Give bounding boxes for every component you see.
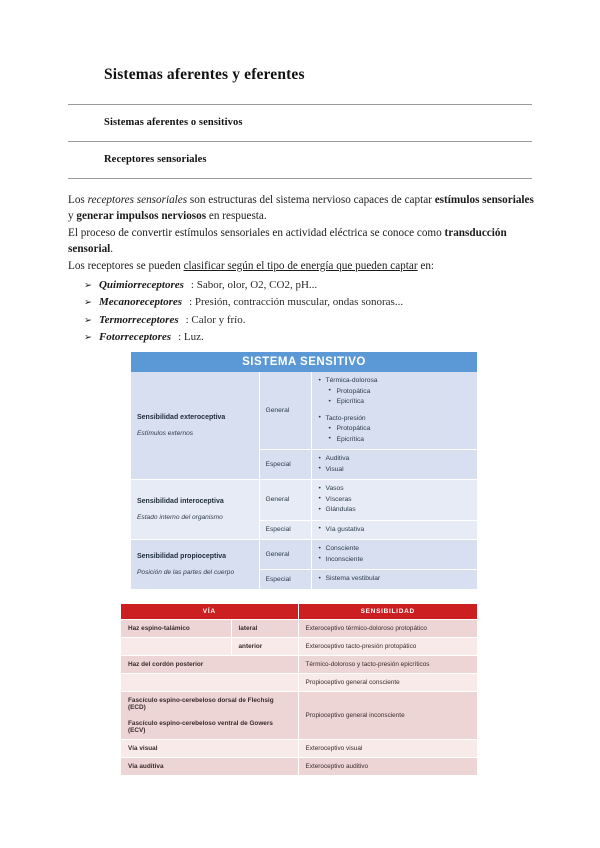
table-row (121, 620, 477, 638)
table-row (121, 638, 477, 656)
p3-text-c: en: (417, 260, 435, 272)
divider-rule-1 (68, 104, 532, 105)
sensitivity-type-cell: General (259, 480, 311, 521)
table-row (121, 758, 477, 776)
receptor-description: : Sabor, olor, O2, CO2, pH... (190, 279, 318, 291)
table-row (121, 656, 477, 674)
list-item (84, 294, 534, 311)
via-label: Vía visual (128, 745, 158, 752)
vias-sensibilidad-table (121, 604, 477, 776)
sensibilidad-cell: Térmico-doloroso y tacto-presión epicríticos (298, 656, 477, 674)
p2-text-c: . (110, 243, 114, 256)
p1-emph: receptores sensoriales (87, 194, 188, 206)
sensitivity-type-cell: General (259, 540, 311, 570)
sensibilidad-cell: Exteroceptivo visual (298, 740, 477, 758)
via-cell (121, 692, 298, 740)
via-label: Fascículo espino-cerebeloso dorsal de Flechsig (ECD) (128, 697, 274, 711)
p1-text-e: y (68, 210, 77, 223)
sensitivity-item: • Térmica-dolorosa (318, 376, 472, 387)
sensitivity-category-cell (131, 480, 259, 540)
sensitivity-category-title: Sensibilidad interoceptiva (137, 498, 224, 505)
sensitivity-item: • Auditiva (318, 454, 472, 465)
via-label: Haz espino-talámico (128, 625, 190, 632)
via-label-secondary: Fascículo espino-cerebeloso ventral de Gowers (ECV) (128, 720, 273, 734)
p3-text-a: Los receptores se pueden (68, 260, 184, 272)
sensibilidad-cell: Propioceptivo general inconsciente (298, 692, 477, 740)
sensitivity-item-list (318, 376, 472, 445)
sensitivity-category-subtitle: Estímulos externos (137, 430, 194, 437)
divider-rule-2 (68, 141, 532, 142)
sensitivity-category-title: Sensibilidad propioceptiva (137, 552, 227, 560)
sensitivity-item: • Protopática (318, 387, 472, 398)
sensitivity-type-cell: Especial (259, 570, 311, 590)
paragraph-1 (68, 192, 534, 225)
sensitivity-item-list (318, 454, 472, 475)
red-header-sensibilidad: SENSIBILIDAD (298, 604, 477, 620)
paragraph-3 (68, 258, 534, 274)
sensitivity-item: • Vasos (318, 484, 472, 495)
section-heading-2: Receptores sensoriales (104, 154, 207, 165)
table-row (121, 674, 477, 692)
sensitivity-item: • Inconsciente (318, 555, 472, 566)
sensitivity-item: • Vía gustativa (318, 525, 472, 536)
p2-strong: transducción sensorial (68, 227, 507, 256)
sensitivity-item-list (318, 544, 472, 565)
via-cell (121, 740, 298, 758)
blue-table-title: SISTEMA SENSITIVO (131, 352, 477, 372)
sensitivity-details-cell (311, 520, 477, 540)
sensitivity-item: • Epicrítica (318, 435, 472, 446)
red-table-header-row (121, 604, 477, 620)
sensitivity-details-cell (311, 480, 477, 521)
paragraph-2 (68, 225, 534, 258)
via-label: Haz del cordón posterior (128, 661, 204, 668)
via-label: Vía auditiva (128, 763, 164, 770)
sensitivity-category-cell (131, 372, 259, 480)
sensitivity-item-list (318, 574, 472, 585)
via-cell (121, 638, 231, 656)
divider-rule-3 (68, 178, 532, 179)
sensibilidad-cell: Exteroceptivo térmico-doloroso protopático (298, 620, 477, 638)
arrow-bullet-icon: ➢ (84, 298, 92, 309)
sensitivity-type-cell: General (259, 372, 311, 450)
sensitivity-item: • Glándulas (318, 505, 472, 516)
arrow-bullet-icon: ➢ (84, 332, 92, 343)
table-row (131, 540, 477, 570)
receptor-list (84, 277, 534, 346)
sistema-sensitivo-table (131, 352, 477, 590)
sensitivity-item: • Sistema vestibular (318, 574, 472, 585)
sensitivity-item: • Epicrítica (318, 397, 472, 408)
sensibilidad-cell: Exteroceptivo auditivo (298, 758, 477, 776)
list-item (84, 329, 534, 346)
table-row (121, 740, 477, 758)
table-row (131, 480, 477, 521)
via-cell (121, 674, 298, 692)
sensitivity-category-cell (131, 540, 259, 590)
receptor-term: Mecanoreceptores (98, 296, 183, 309)
sensitivity-category-title: Sensibilidad exteroceptiva (137, 414, 226, 421)
sensitivity-category-subtitle: Posición de las partes del cuerpo (137, 568, 235, 576)
sensitivity-item: • Vísceras (318, 495, 472, 506)
sensitivity-item-list (318, 484, 472, 516)
list-item (84, 312, 534, 329)
p1-text-a: Los (68, 194, 88, 206)
receptor-term: Quimiorreceptores (98, 279, 184, 291)
via-cell (121, 656, 298, 674)
sensitivity-item: • Visual (318, 465, 472, 476)
sensitivity-details-cell (311, 450, 477, 480)
receptor-description: : Luz. (178, 330, 204, 343)
arrow-bullet-icon: ➢ (84, 281, 92, 291)
p1-strong-2: generar impulsos nerviosos (76, 210, 207, 223)
table-row (121, 692, 477, 740)
sensitivity-item: • Consciente (318, 544, 472, 555)
p2-text-a: El proceso de convertir estímulos sensoriales en actividad eléctrica se conoce como (68, 227, 445, 239)
sensibilidad-cell: Propioceptivo general consciente (298, 674, 477, 692)
p1-text-c: son estructuras del sistema nervioso capaces de captar (187, 194, 435, 206)
list-item (84, 277, 534, 294)
via-subtype-cell: lateral (231, 620, 298, 638)
receptor-term: Fotorreceptores (98, 330, 172, 343)
p1-text-g: en respuesta. (206, 210, 267, 223)
red-header-via: VÍA (121, 604, 298, 620)
receptor-description: : Calor y frío. (185, 313, 246, 326)
via-cell (121, 758, 298, 776)
sensitivity-category-subtitle: Estado interno del organismo (137, 514, 223, 521)
p1-strong-1: estímulos sensoriales (434, 194, 534, 206)
sensitivity-type-cell: Especial (259, 520, 311, 540)
page-title: Sistemas aferentes y eferentes (104, 66, 305, 83)
receptor-term: Termorreceptores (98, 313, 179, 326)
via-subtype-cell: anterior (231, 638, 298, 656)
blue-table-header-row (131, 352, 477, 372)
arrow-bullet-icon: ➢ (84, 315, 92, 326)
sensitivity-type-cell: Especial (259, 450, 311, 480)
via-cell (121, 620, 231, 638)
sensitivity-details-cell (311, 540, 477, 570)
sensitivity-item: • Protopática (318, 424, 472, 435)
sensitivity-details-cell (311, 372, 477, 450)
sensitivity-details-cell (311, 570, 477, 590)
via-spacer (128, 711, 291, 720)
receptor-description: : Presión, contracción muscular, ondas sonoras... (189, 296, 404, 309)
sensitivity-item-list (318, 525, 472, 536)
section-heading-1: Sistemas aferentes o sensitivos (104, 117, 243, 128)
sensibilidad-cell: Exteroceptivo tacto-presión protopático (298, 638, 477, 656)
sensitivity-item: • Tacto-presión (318, 414, 472, 425)
p3-underlined: clasificar según el tipo de energía que pueden captar (183, 260, 418, 272)
table-row (131, 372, 477, 450)
